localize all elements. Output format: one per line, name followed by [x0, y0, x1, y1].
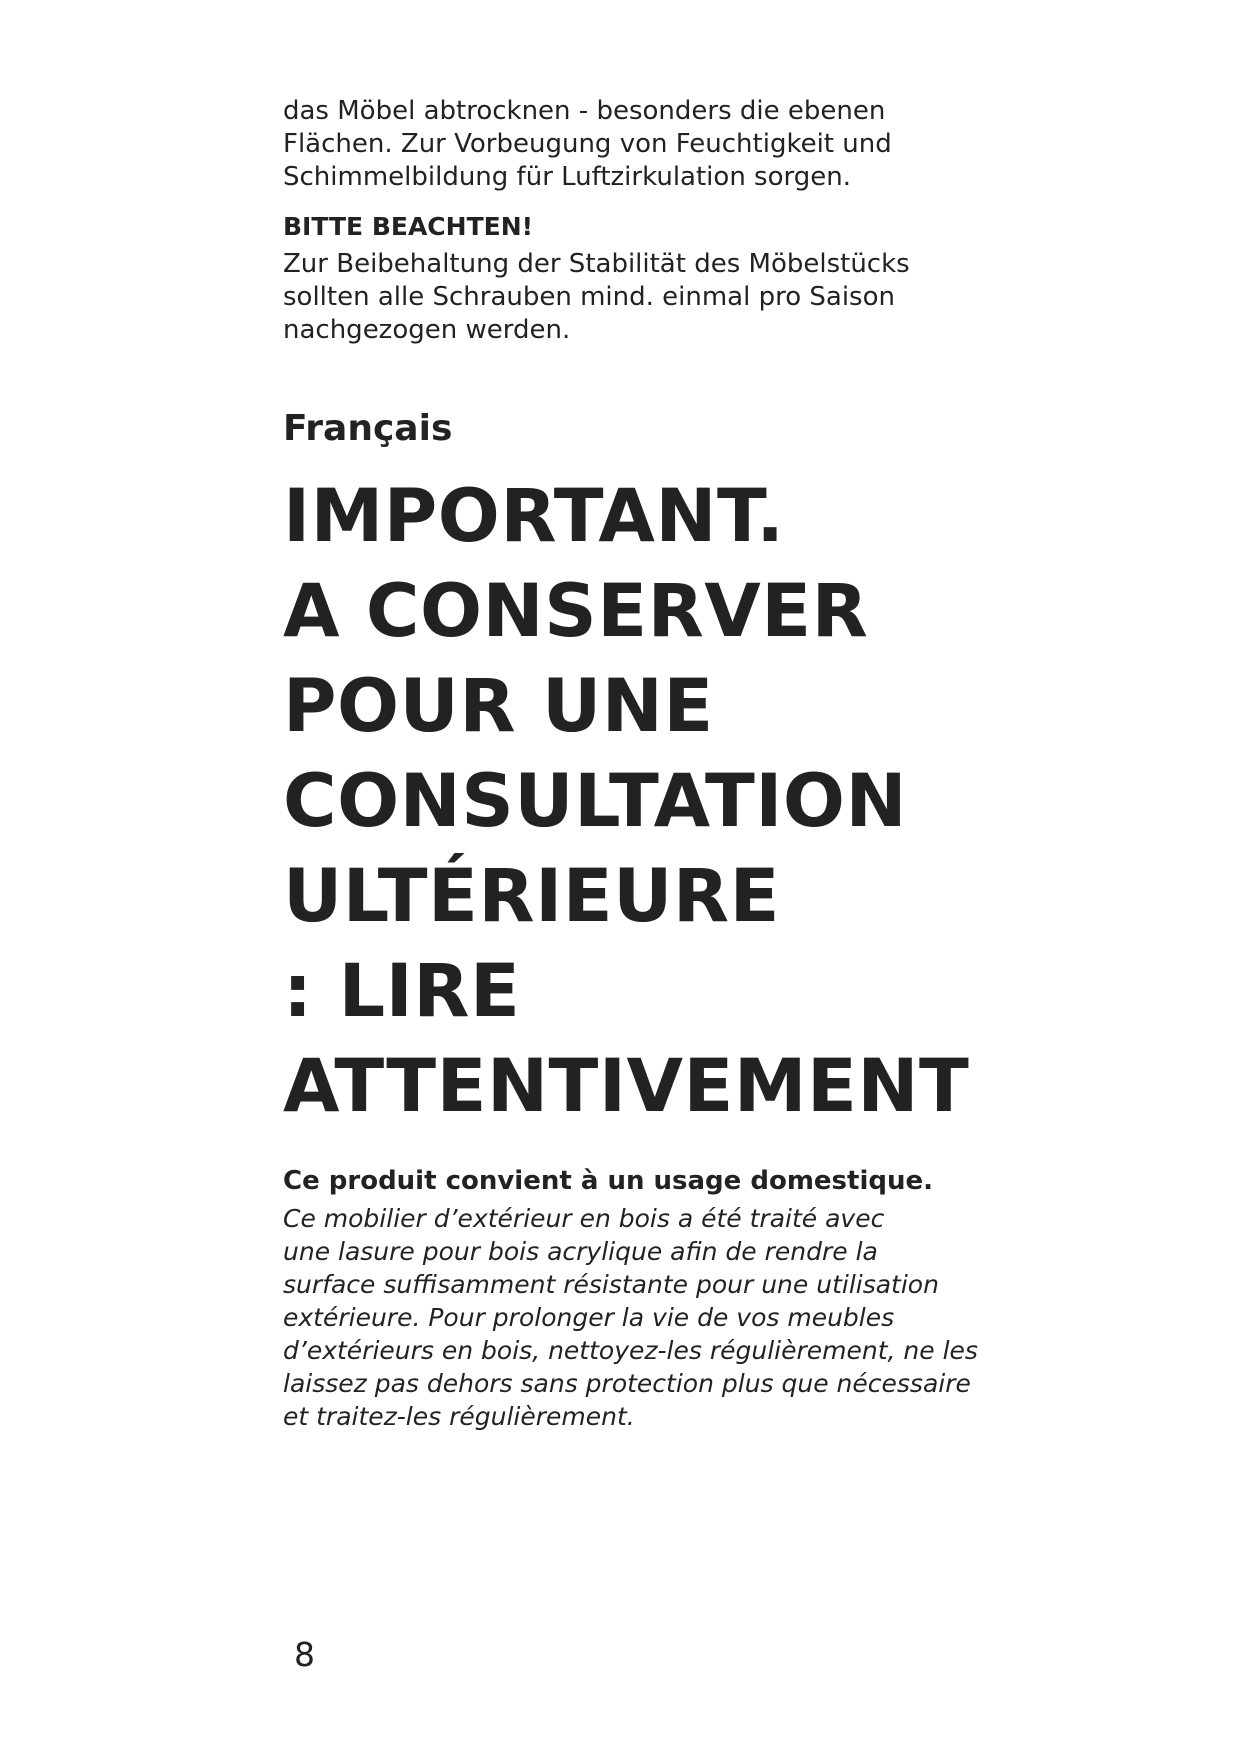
- german-intro-line: das Möbel abtrocknen - besonders die ebenen: [283, 96, 886, 126]
- heading-line: IMPORTANT.: [283, 474, 785, 559]
- german-intro-line: Flächen. Zur Vorbeugung von Feuchtigkeit und: [283, 129, 892, 159]
- french-usage-note: Ce produit convient à un usage domestique.: [283, 1166, 933, 1196]
- french-care-line: extérieure. Pour prolonger la vie de vos meubles: [283, 1303, 895, 1332]
- french-care-line: laissez pas dehors sans protection plus que nécessaire: [283, 1369, 971, 1398]
- heading-line: : LIRE: [283, 949, 521, 1034]
- german-intro-paragraph: [283, 95, 1003, 194]
- french-care-line: d’extérieurs en bois, nettoyez-les régulièrement, ne les: [283, 1336, 978, 1365]
- french-language-heading: Français: [283, 408, 453, 449]
- german-warning-paragraph: [283, 248, 1003, 347]
- french-care-line: surface suffisamment résistante pour une utilisation: [283, 1270, 939, 1299]
- german-warning-line: nachgezogen werden.: [283, 315, 571, 345]
- heading-line: CONSULTATION: [283, 759, 908, 844]
- french-care-paragraph: [283, 1202, 1003, 1433]
- french-care-line: Ce mobilier d’extérieur en bois a été traité avec: [283, 1204, 885, 1233]
- page-number: 8: [294, 1635, 315, 1674]
- heading-line: POUR UNE: [283, 664, 714, 749]
- page-content: [283, 95, 1003, 1433]
- french-important-heading: [283, 469, 1003, 1134]
- german-warning-line: Zur Beibehaltung der Stabilität des Möbelstücks: [283, 249, 910, 279]
- german-intro-line: Schimmelbildung für Luftzirkulation sorgen.: [283, 162, 851, 192]
- french-care-line: une lasure pour bois acrylique afin de rendre la: [283, 1237, 878, 1266]
- heading-line: ULTÉRIEURE: [283, 854, 780, 939]
- heading-line: A CONSERVER: [283, 569, 869, 654]
- german-warning-line: sollten alle Schrauben mind. einmal pro Saison: [283, 282, 895, 312]
- german-warning-heading: BITTE BEACHTEN!: [283, 212, 534, 241]
- heading-line: ATTENTIVEMENT: [283, 1044, 970, 1129]
- french-care-line: et traitez-les régulièrement.: [283, 1402, 635, 1431]
